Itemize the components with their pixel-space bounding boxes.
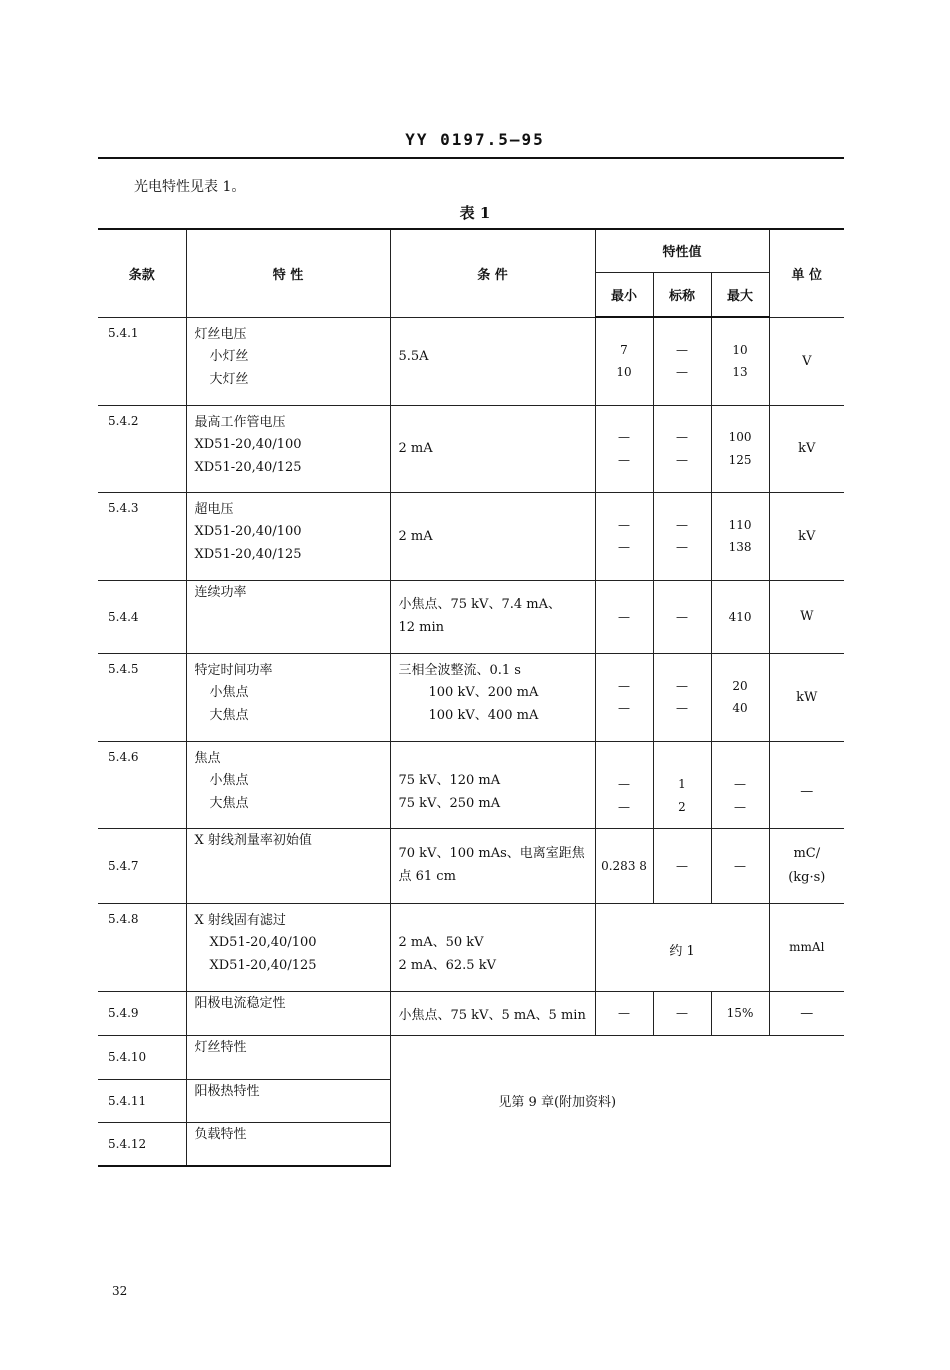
unit-cell: W	[769, 580, 844, 653]
clause-cell: 5.4.12	[98, 1122, 186, 1166]
max-cell	[711, 741, 769, 828]
min-value: —	[618, 430, 630, 444]
intro-text: 光电特性见表 1。	[134, 179, 246, 195]
nominal-value: —	[676, 540, 688, 554]
min-value: 10	[616, 365, 632, 380]
max-value: —	[734, 799, 747, 814]
header-max: 最大	[711, 272, 769, 317]
header-min: 最小	[595, 272, 653, 317]
min-value: —	[618, 678, 630, 693]
nominal-value: —	[676, 452, 688, 467]
header-divider	[98, 157, 844, 159]
property-sub: XD51-20,40/100	[194, 437, 302, 452]
nominal-value: —	[676, 701, 688, 715]
property-cell	[186, 317, 390, 405]
property-sub: 大焦点	[209, 795, 249, 811]
spec-table	[98, 228, 844, 1167]
clause-cell: 5.4.10	[98, 1035, 186, 1079]
property-title: 灯丝电压	[194, 326, 247, 342]
table-row	[98, 653, 844, 741]
page-number: 32	[112, 1284, 128, 1298]
max-value: 110	[728, 517, 752, 532]
unit-line: mC/	[793, 845, 821, 861]
property-sub: XD51-20,40/125	[209, 957, 317, 973]
min-cell	[595, 405, 653, 492]
nominal-cell	[653, 741, 711, 828]
min-cell: 0.283 8	[595, 828, 653, 903]
nominal-cell	[653, 492, 711, 580]
clause-cell: 5.4.1	[98, 317, 186, 405]
max-cell: 15%	[711, 991, 769, 1035]
condition-text: 100 kV、400 mA	[428, 707, 539, 723]
unit-cell	[769, 828, 844, 903]
condition-text: 100 kV、200 mA	[428, 685, 539, 700]
nominal-value: —	[676, 365, 688, 380]
condition-text: 三相全波整流、0.1 s	[398, 662, 521, 678]
nominal-value: —	[676, 430, 688, 444]
max-value: 138	[728, 540, 752, 554]
condition-cell	[390, 828, 595, 903]
clause-cell: 5.4.8	[98, 903, 186, 991]
condition-cell	[390, 580, 595, 653]
condition-text: 2 mA、62.5 kV	[398, 957, 496, 973]
min-value: —	[618, 452, 630, 467]
max-value: 10	[732, 342, 748, 357]
clause-cell: 5.4.7	[98, 828, 186, 903]
property-cell: 阳极电流稳定性	[186, 991, 390, 1035]
header-unit: 单 位	[769, 229, 844, 317]
condition-text: 5.5A	[398, 349, 429, 364]
header-value-group: 特性值	[595, 229, 769, 272]
condition-text: 点 61 cm	[398, 868, 456, 884]
property-sub: XD51-20,40/125	[194, 546, 302, 562]
condition-cell	[390, 741, 595, 828]
min-cell: —	[595, 580, 653, 653]
property-cell	[186, 653, 390, 741]
condition-cell: 2 mA	[390, 405, 595, 492]
clause-cell: 5.4.2	[98, 405, 186, 492]
max-value: —	[734, 777, 747, 792]
property-title: 焦点	[194, 750, 221, 766]
nominal-value: —	[676, 678, 688, 693]
unit-cell: kV	[769, 492, 844, 580]
nominal-cell	[653, 405, 711, 492]
property-sub: XD51-20,40/100	[194, 524, 302, 539]
clause-cell: 5.4.3	[98, 492, 186, 580]
unit-cell: —	[769, 741, 844, 828]
min-value: —	[618, 517, 630, 532]
property-sub: XD51-20,40/100	[209, 935, 317, 950]
min-cell	[595, 741, 653, 828]
min-value: 7	[620, 342, 628, 357]
condition-text: 75 kV、120 mA	[398, 773, 501, 788]
unit-cell: kW	[769, 653, 844, 741]
property-sub: 小焦点	[209, 773, 249, 788]
header-condition: 条 件	[390, 229, 595, 317]
nominal-cell: —	[653, 991, 711, 1035]
max-value: 40	[732, 701, 748, 715]
property-cell	[186, 405, 390, 492]
header-property: 特 性	[186, 229, 390, 317]
header-clause: 条款	[98, 229, 186, 317]
condition-cell: 2 mA	[390, 492, 595, 580]
merged-note-cell: 见第 9 章(附加资料)	[390, 1035, 844, 1166]
property-sub: 大焦点	[209, 707, 249, 723]
unit-cell: kV	[769, 405, 844, 492]
max-cell	[711, 405, 769, 492]
nominal-cell	[653, 317, 711, 405]
property-cell: 连续功率	[186, 580, 390, 653]
table-row	[98, 492, 844, 580]
min-value: —	[618, 540, 630, 554]
condition-text: 70 kV、100 mAs、电离室距焦	[398, 846, 585, 861]
table-row	[98, 405, 844, 492]
header-nominal: 标称	[653, 272, 711, 317]
clause-cell: 5.4.4	[98, 580, 186, 653]
max-value: 13	[732, 365, 748, 380]
property-cell: X 射线剂量率初始值	[186, 828, 390, 903]
nominal-value: —	[676, 517, 688, 532]
condition-text: 小焦点、75 kV、7.4 mA、	[398, 597, 561, 612]
table-row	[98, 828, 844, 903]
max-cell: —	[711, 828, 769, 903]
clause-cell: 5.4.11	[98, 1079, 186, 1122]
property-title: 最高工作管电压	[194, 414, 286, 430]
unit-cell: mmAl	[769, 903, 844, 991]
table-row	[98, 741, 844, 828]
table-row	[98, 1035, 844, 1079]
min-value: —	[618, 701, 630, 715]
min-cell: —	[595, 991, 653, 1035]
unit-line: (kg·s)	[788, 869, 826, 885]
table-row	[98, 580, 844, 653]
property-sub: 小焦点	[209, 685, 249, 700]
condition-text: 12 min	[398, 619, 445, 635]
clause-cell: 5.4.5	[98, 653, 186, 741]
max-value: 20	[732, 678, 748, 693]
nominal-cell: —	[653, 580, 711, 653]
nominal-value: 2	[678, 799, 686, 814]
min-value: —	[618, 777, 630, 792]
property-cell	[186, 492, 390, 580]
property-cell: 负载特性	[186, 1122, 390, 1166]
nominal-cell: —	[653, 828, 711, 903]
property-title: 超电压	[194, 501, 234, 517]
merged-value-cell: 约 1	[595, 903, 769, 991]
nominal-value: 1	[678, 777, 686, 792]
property-cell: 灯丝特性	[186, 1035, 390, 1079]
max-cell: 410	[711, 580, 769, 653]
condition-cell: 小焦点、75 kV、5 mA、5 min	[390, 991, 595, 1035]
table-caption: 表 1	[459, 204, 491, 222]
property-title: 特定时间功率	[194, 662, 273, 678]
nominal-cell	[653, 653, 711, 741]
standard-code: YY 0197.5—95	[405, 130, 545, 149]
unit-cell: V	[769, 317, 844, 405]
max-cell	[711, 653, 769, 741]
table-row	[98, 903, 844, 991]
max-value: 100	[728, 430, 752, 444]
clause-cell: 5.4.9	[98, 991, 186, 1035]
condition-cell	[390, 903, 595, 991]
property-sub: XD51-20,40/125	[194, 459, 302, 475]
min-cell	[595, 317, 653, 405]
condition-cell	[390, 317, 595, 405]
max-cell	[711, 492, 769, 580]
property-sub: 大灯丝	[209, 371, 249, 387]
property-sub: 小灯丝	[209, 349, 249, 364]
max-value: 125	[728, 452, 752, 467]
table-row	[98, 317, 844, 405]
property-cell	[186, 741, 390, 828]
min-value: —	[618, 799, 630, 814]
clause-cell: 5.4.6	[98, 741, 186, 828]
min-cell	[595, 653, 653, 741]
condition-cell	[390, 653, 595, 741]
max-cell	[711, 317, 769, 405]
nominal-value: —	[676, 342, 688, 357]
condition-text: 2 mA、50 kV	[398, 935, 484, 950]
condition-text: 75 kV、250 mA	[398, 795, 501, 811]
property-title: X 射线固有滤过	[194, 912, 286, 928]
property-cell	[186, 903, 390, 991]
min-cell	[595, 492, 653, 580]
property-cell: 阳极热特性	[186, 1079, 390, 1122]
unit-cell: —	[769, 991, 844, 1035]
table-row	[98, 991, 844, 1035]
